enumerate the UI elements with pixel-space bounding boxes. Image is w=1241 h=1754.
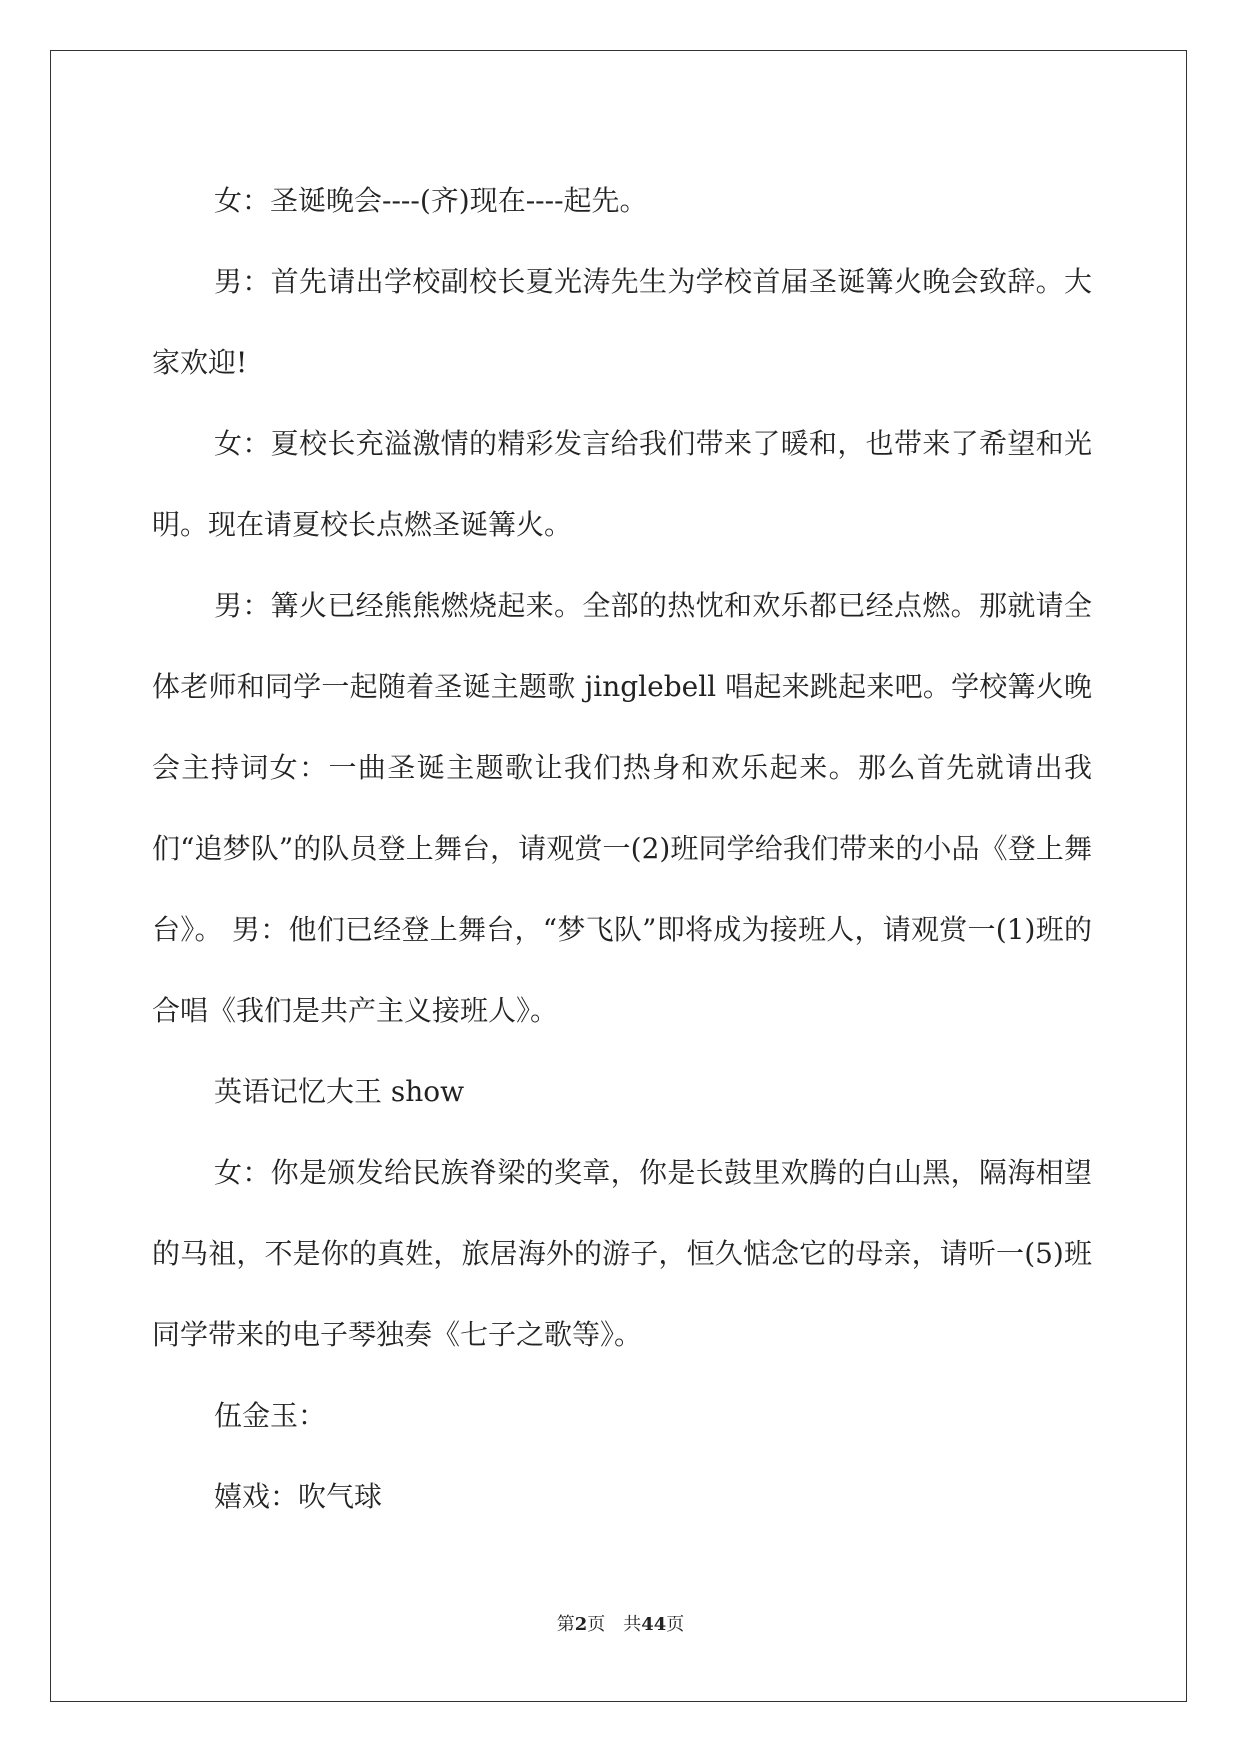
paragraph-3: 女：夏校长充溢激情的精彩发言给我们带来了暖和，也带来了希望和光明。现在请夏校长点燃圣诞篝火。: [152, 427, 1092, 541]
page-footer: [0, 1610, 1241, 1636]
paragraph-8: 嬉戏：吹气球: [214, 1480, 383, 1513]
footer-total-pages: 44: [641, 1614, 667, 1635]
paragraph-5: 英语记忆大王 show: [214, 1075, 465, 1108]
footer-page-number: 2: [574, 1614, 588, 1635]
footer-prefix: 第: [556, 1614, 575, 1635]
footer-mid: 页 共: [587, 1614, 642, 1635]
footer-suffix: 页: [666, 1614, 685, 1635]
paragraph-6: 女：你是颁发给民族脊梁的奖章，你是长鼓里欢腾的白山黑，隔海相望的马祖，不是你的真姓，旅居海外的游子，恒久惦念它的母亲，请听一(5)班同学带来的电子琴独奏《七子之歌等》。: [152, 1156, 1092, 1351]
paragraph-4: 男：篝火已经熊熊燃烧起来。全部的热忱和欢乐都已经点燃。那就请全体老师和同学一起随着圣诞主题歌 jinglebell 唱起来跳起来吧。学校篝火晚会主持词女：一曲圣诞主题歌让我们热身和欢乐起来。那么首先就请出我们“追梦队”的队员登上舞台，请观赏一(2)班同学给我们带来的小品《登上舞台》。 男：他们已经登上舞台，“梦飞队”即将成为接班人，请观赏一(1)班的合唱《我们是共产主义接班人》。: [152, 589, 1092, 1027]
document-body: [152, 160, 1092, 1537]
paragraph-1: 女：圣诞晚会----(齐)现在----起先。: [214, 184, 648, 217]
paragraph-2: 男：首先请出学校副校长夏光涛先生为学校首届圣诞篝火晚会致辞。大家欢迎!: [152, 265, 1092, 379]
paragraph-7: 伍金玉：: [214, 1399, 327, 1432]
